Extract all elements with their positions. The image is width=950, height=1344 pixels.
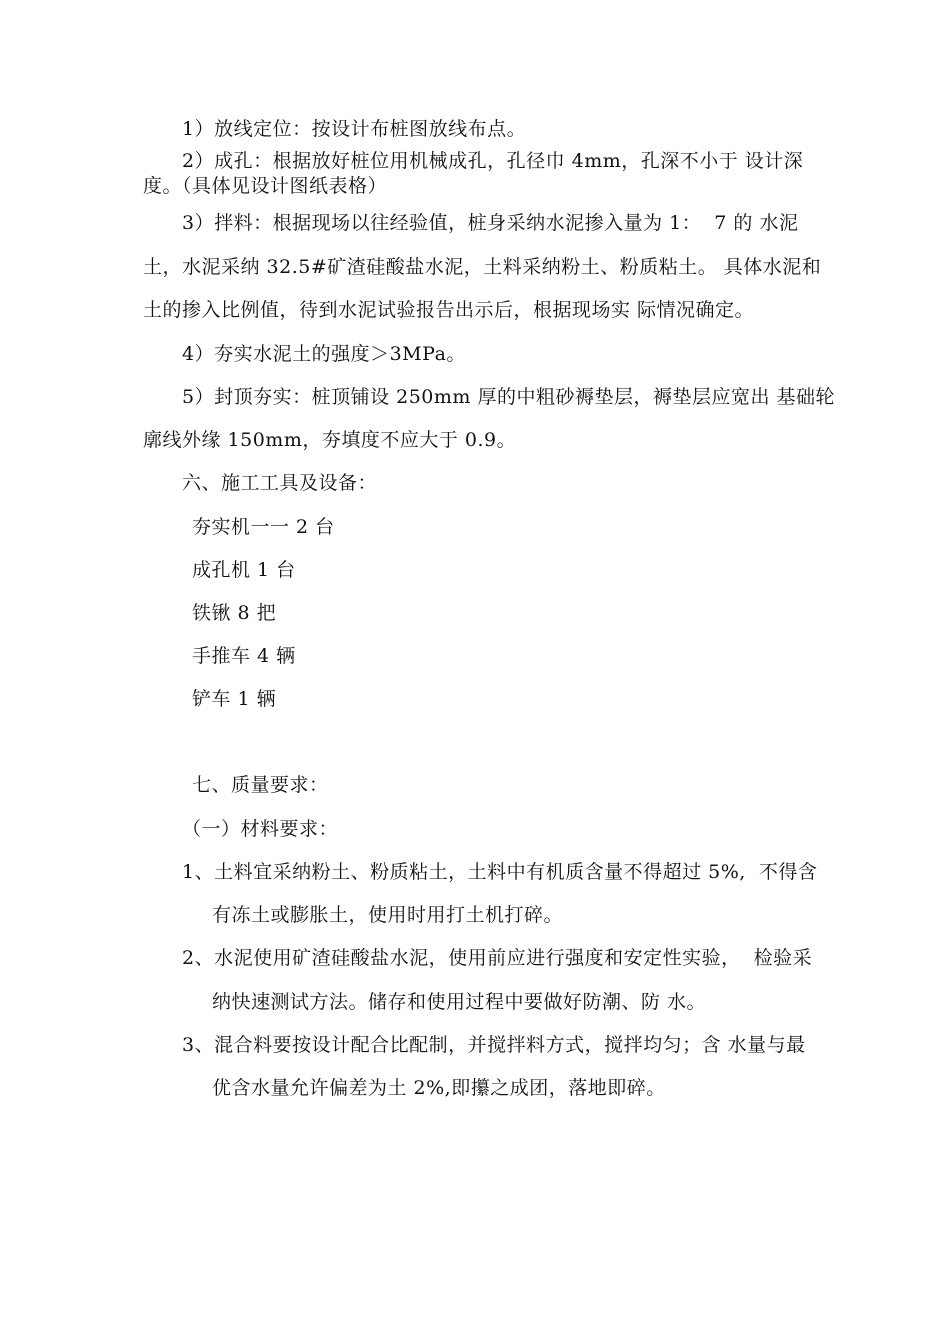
step-2-text-line-1: 2）成孔：根据放好桩位用机械成孔，孔径巾 4mm，孔深不小于 设计深 [182,150,804,172]
requirement-3-line-1: 3、混合料要按设计配合比配制，并搅拌料方式，搅拌均匀；含 水量与最 [182,1034,806,1056]
tools-item: 铲车 1 辆 [192,688,277,710]
step-5-text-line-2: 廓线外缘 150mm，夯填度不应大于 0.9。 [143,429,517,451]
tools-item: 手推车 4 辆 [192,645,296,667]
requirement-3-line-2: 优含水量允许偏差为土 2%,即攥之成团，落地即碎。 [212,1077,666,1099]
tools-item: 夯实机一一 2 台 [192,516,335,538]
requirement-1-line-2: 有冻土或膨胀土，使用时用打土机打碎。 [212,904,564,926]
step-2-text-line-2: 度。（具体见设计图纸表格） [143,175,388,197]
requirement-2-line-1: 2、水泥使用矿渣硅酸盐水泥，使用前应进行强度和安定性实验， 检验采 [182,947,813,969]
step-4-text: 4）夯实水泥土的强度＞3MPa。 [182,343,466,365]
quality-sub-heading: （一）材料要求： [182,818,339,840]
step-3-text-line-2: 土，水泥采纳 32.5#矿渣硅酸盐水泥，土料采纳粉土、粉质粘土。 具体水泥和 [143,256,822,278]
tools-item: 成孔机 1 台 [192,559,296,581]
requirement-2-line-2: 纳快速测试方法。储存和使用过程中要做好防潮、防 水。 [212,991,707,1013]
step-3-text-line-3: 土的掺入比例值，待到水泥试验报告出示后，根据现场实 际情况确定。 [143,299,755,321]
quality-heading: 七、质量要求： [192,774,329,796]
tools-item: 铁锹 8 把 [192,602,277,624]
requirement-1-line-1: 1、土料宜采纳粉土、粉质粘土，土料中有机质含量不得超过 5%, 不得含 [182,861,818,883]
step-3-text-line-1: 3）拌料：根据现场以往经验值，桩身采纳水泥掺入量为 1： 7 的 水泥 [182,212,799,234]
tools-heading: 六、施工工具及设备： [182,472,378,494]
step-5-text-line-1: 5）封顶夯实：桩顶铺设 250mm 厚的中粗砂褥垫层，褥垫层应宽出 基础轮 [182,386,836,408]
step-1-text: 1）放线定位：按设计布桩图放线布点。 [182,118,527,140]
